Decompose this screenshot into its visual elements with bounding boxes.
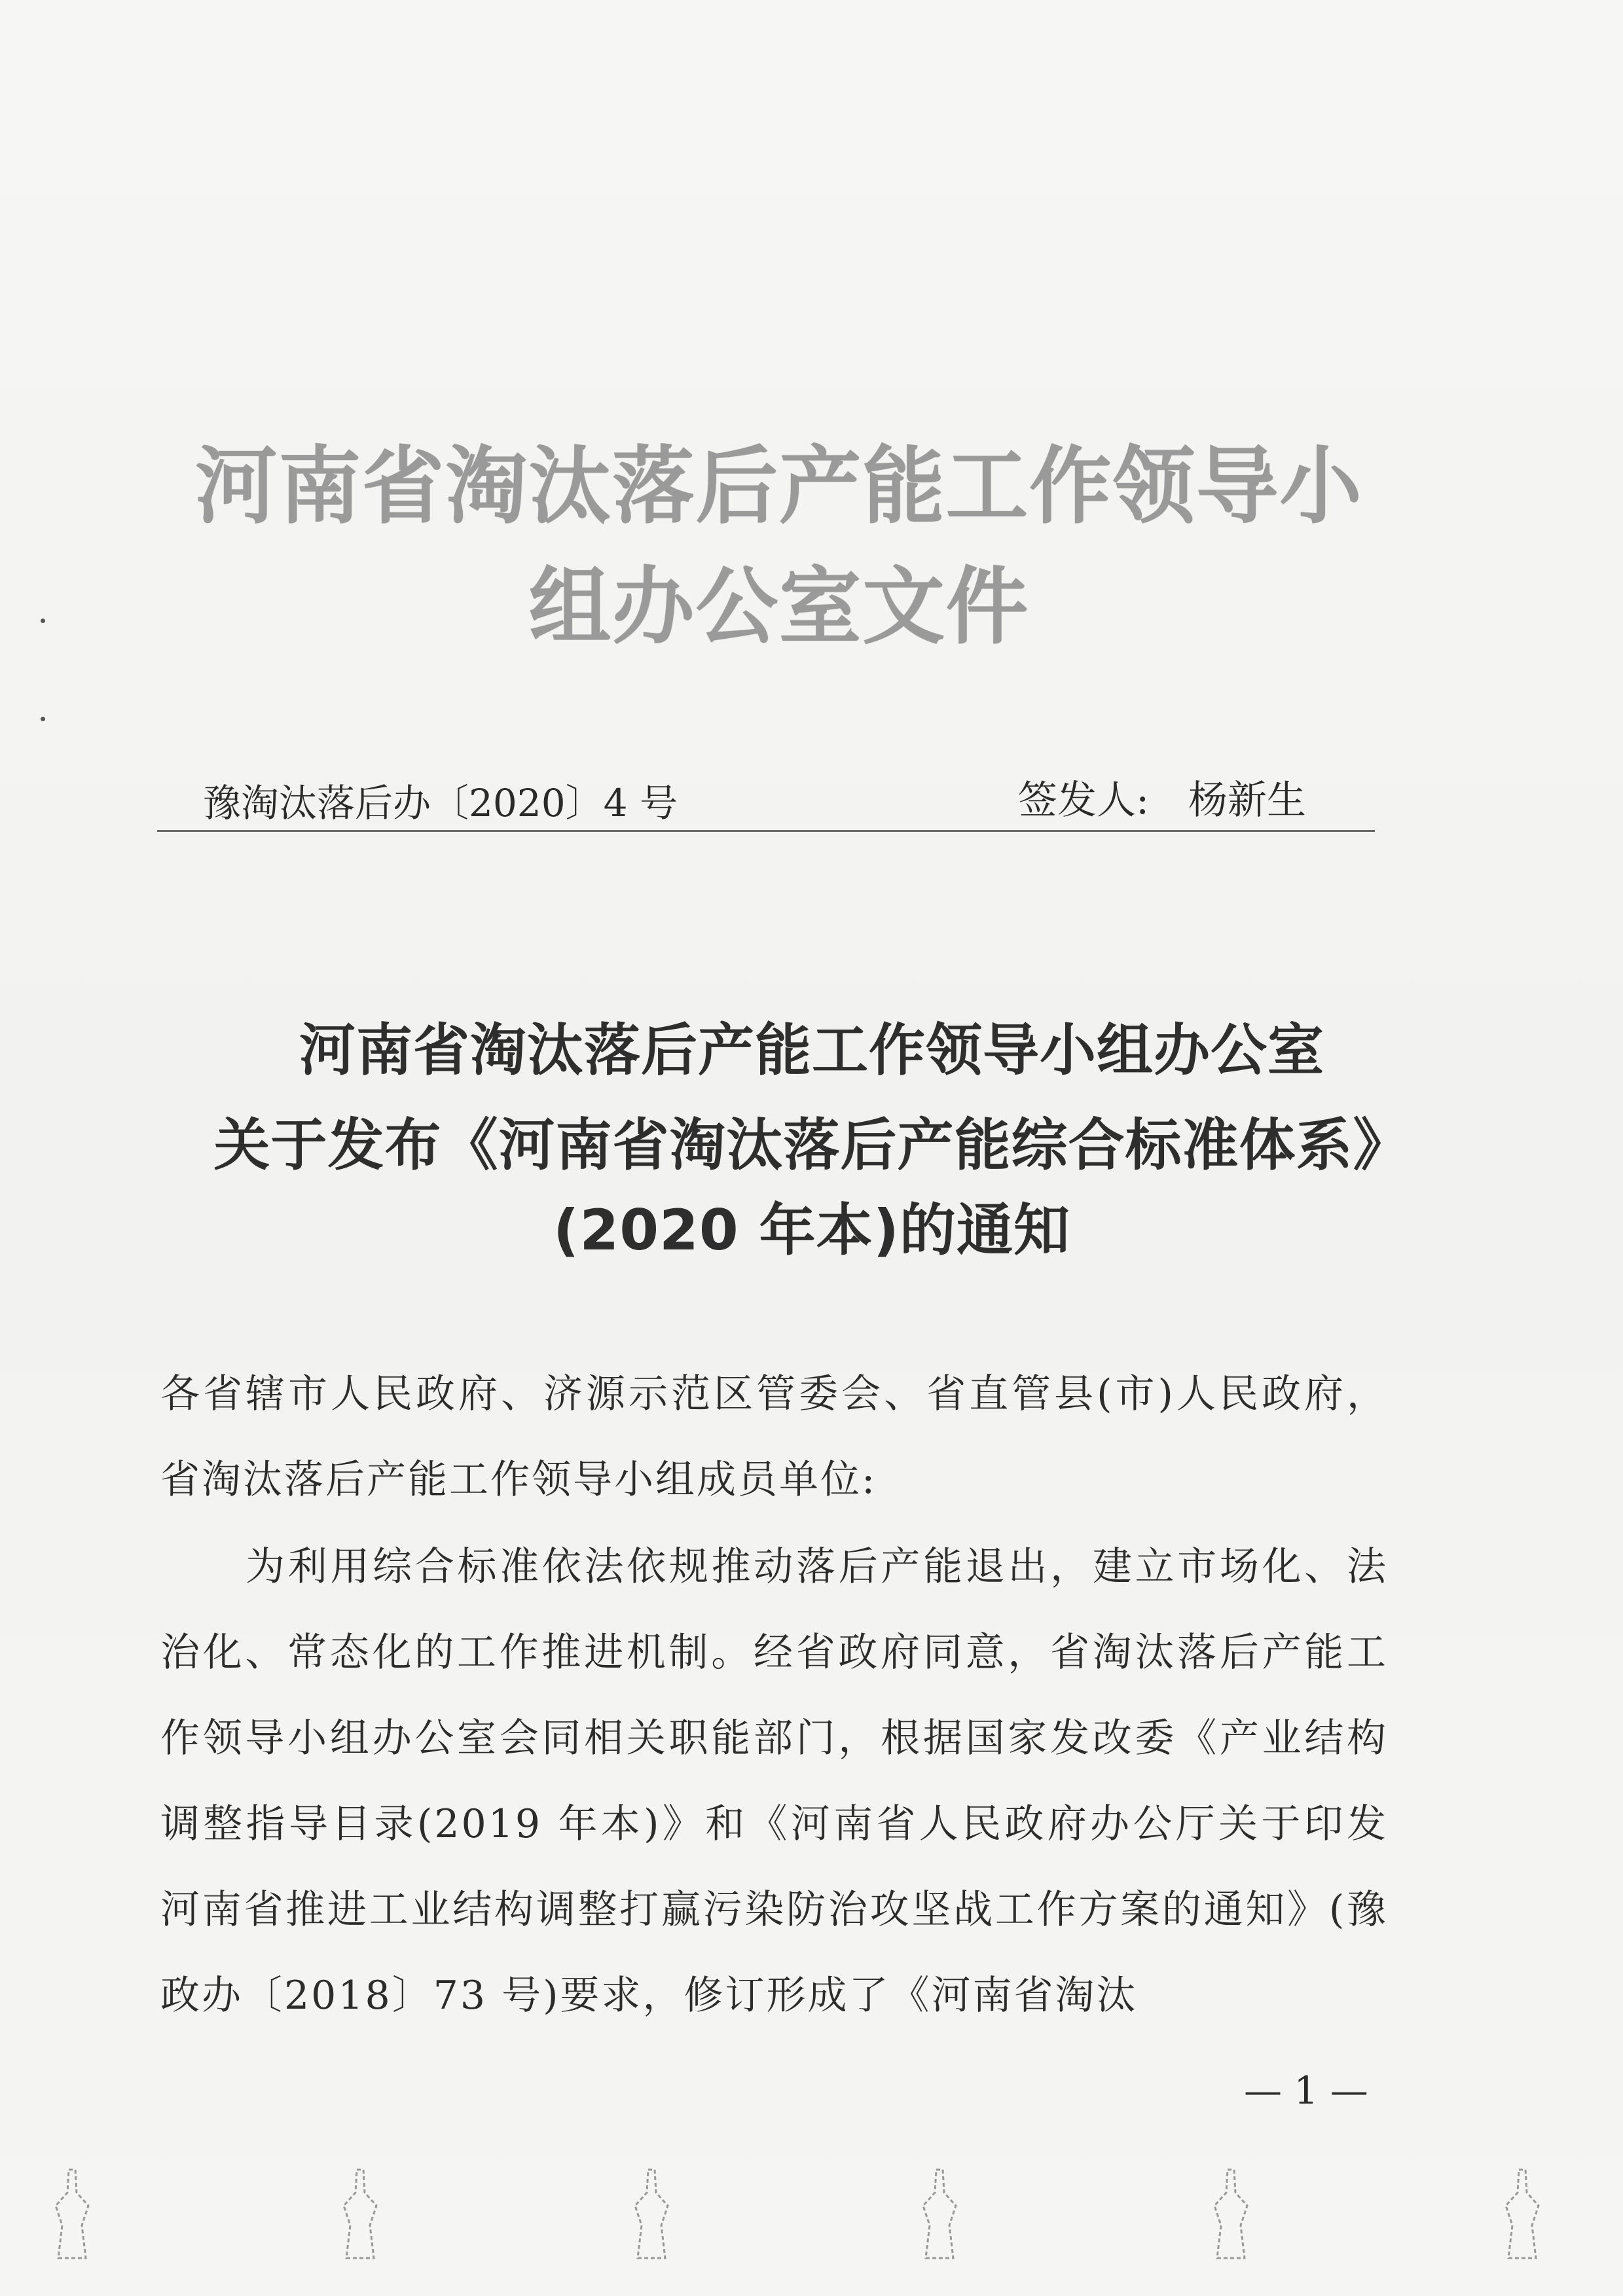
signer-label: 签发人: (1018, 778, 1150, 823)
salutation: 各省辖市人民政府、济源示范区管委会、省直管县(市)人民政府，省淘汰落后产能工作领导小组成员单位: (160, 1371, 1388, 1503)
notice-title-line-3: (2020 年本)的通知 (553, 1198, 1070, 1263)
seal-fragment-icon (1201, 2166, 1260, 2265)
seal-fragment-icon (43, 2166, 101, 2265)
seal-fragment-icon (331, 2166, 390, 2265)
header-divider (157, 830, 1375, 832)
seal-fragment-icon (1493, 2166, 1552, 2265)
document-number: 豫淘汰落后办〔2020〕4 号 (203, 781, 678, 825)
body-paragraph: 为利用综合标准依法依规推动落后产能退出，建立市场化、法治化、常态化的工作推进机制。经省政府同意，省淘汰落后产能工作领导小组办公室会同相关职能部门，根据国家发改委《产业结构调整指导目录(2019 年本)》和《河南省人民政府办公厅关于印发河南省推进工业结构调整打赢污染防治攻坚战工作方案的通知》(豫政办〔2018〕73 号)要求，修订形成了《河南省淘汰 (160, 1544, 1388, 2018)
issuer-header: 河南省淘汰落后产能工作领导小组办公室文件 (195, 438, 1363, 656)
seal-fragments (0, 2153, 1623, 2284)
notice-title-line-2: 关于发布《河南省淘汰落后产能综合标准体系》 (213, 1113, 1410, 1178)
signer-name: 杨新生 (1188, 778, 1306, 823)
punch-mark (41, 619, 45, 623)
seal-fragment-icon (910, 2166, 969, 2265)
notice-title-line-1: 河南省淘汰落后产能工作领导小组办公室 (299, 1018, 1324, 1083)
punch-mark (41, 717, 45, 721)
page-number: — 1 — (1244, 2068, 1368, 2113)
seal-fragment-icon (622, 2166, 681, 2265)
